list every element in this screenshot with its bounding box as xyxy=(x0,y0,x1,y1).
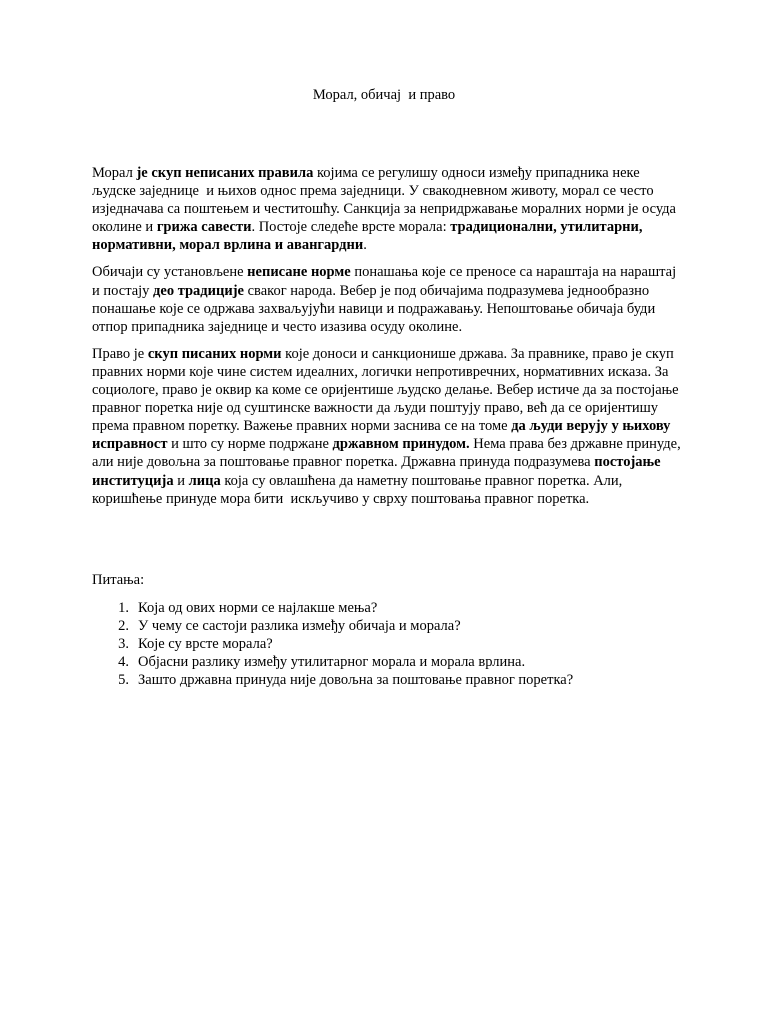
text-run: Морал xyxy=(92,165,137,181)
text-run: Нема права без државне принуде, али није довољна за поштовање правног поретка. Државна принуда подразумева xyxy=(92,436,685,471)
question-item xyxy=(92,635,682,653)
questions-list xyxy=(92,599,682,689)
question-text: Која од ових норми се најлакше мења? xyxy=(138,600,378,616)
bold-text-run: неписане норме xyxy=(247,264,351,281)
question-text: Зашто државна принуда није довољна за поштовање правног поретка? xyxy=(138,672,574,689)
bold-text-run: је скуп неписаних правила xyxy=(136,165,314,181)
text-run: . Постоје следеће врсте морала: xyxy=(251,219,451,236)
paragraph-law xyxy=(92,345,685,508)
text-run: Обичаји су установљене xyxy=(92,264,248,281)
bold-text-run: скуп писаних норми xyxy=(147,345,282,362)
bold-text-run: лица xyxy=(188,472,221,489)
text-run: Право је xyxy=(92,345,148,362)
paragraph-customs xyxy=(92,263,682,335)
question-text: Објасни разлику између утилитарног морала и морала врлина. xyxy=(138,654,526,671)
question-item xyxy=(92,599,682,617)
bold-text-run: да људи верују у њихову исправност xyxy=(92,418,675,453)
question-number: 2. xyxy=(118,618,129,635)
question-item xyxy=(92,653,682,671)
question-number: 1. xyxy=(118,600,129,616)
text-run: и што су норме подржане xyxy=(167,436,333,453)
paragraph-moral xyxy=(92,164,682,254)
text-run: које доноси и санкционише држава. За правнике, право је скуп правних норми које чине систем идеалних, логички непротивречних, нормативних исказа. За социологе, право је оквир ка коме се оријентише људско делање. Вебер истиче да за постојање правног поретка није од суштинске важности да људи поштују право, већ да се оријентишу према правном поретку. Важење правних норми заснива се на томе xyxy=(92,345,683,435)
bold-text-run: део традиције xyxy=(153,282,244,299)
bold-text-run: државном принудом. xyxy=(332,436,470,453)
question-text: У чему се састоји разлика између обичаја и морала? xyxy=(138,618,461,635)
document-title: Морал, обичај и право xyxy=(312,87,456,103)
question-item xyxy=(92,617,682,635)
text-run: понашања које се преносе са нараштаја на нараштај и постају xyxy=(92,264,680,299)
question-number: 3. xyxy=(118,636,129,653)
question-item xyxy=(92,671,682,689)
text-run: којима се регулишу односи између припадника неке људске заједнице и њихов однос према заједници. У свакодневном животу, морал се често изједначава са поштењем и честитошћу. Санкција за непридржавање моралних норми је осуда околине и xyxy=(92,165,680,236)
text-run: . xyxy=(363,237,367,254)
bold-text-run: грижа савести xyxy=(156,219,252,236)
text-run: која су овлашћена да наметну поштовање правног поретка. Али, коришћење принуде мора бити искључиво у сврху поштовања правног поретка. xyxy=(92,472,626,507)
question-number: 5. xyxy=(118,672,129,689)
text-run: сваког народа. Вебер је под обичајима подразумева једнообразно понашање које се одржава захваљујући навици и подражавању. Непоштовање обичаја буди отпор припадника заједнице и често изазива осуду околине. xyxy=(92,282,659,335)
question-text: Које су врсте морала? xyxy=(138,636,273,653)
bold-text-run: постојање институција xyxy=(92,454,665,489)
question-number: 4. xyxy=(118,654,129,671)
text-run: и xyxy=(173,472,189,489)
document-body xyxy=(92,164,685,517)
questions-heading: Питања: xyxy=(92,572,145,588)
bold-text-run: традиционални, утилитарни, нормативни, морал врлина и авангардни xyxy=(92,219,647,254)
